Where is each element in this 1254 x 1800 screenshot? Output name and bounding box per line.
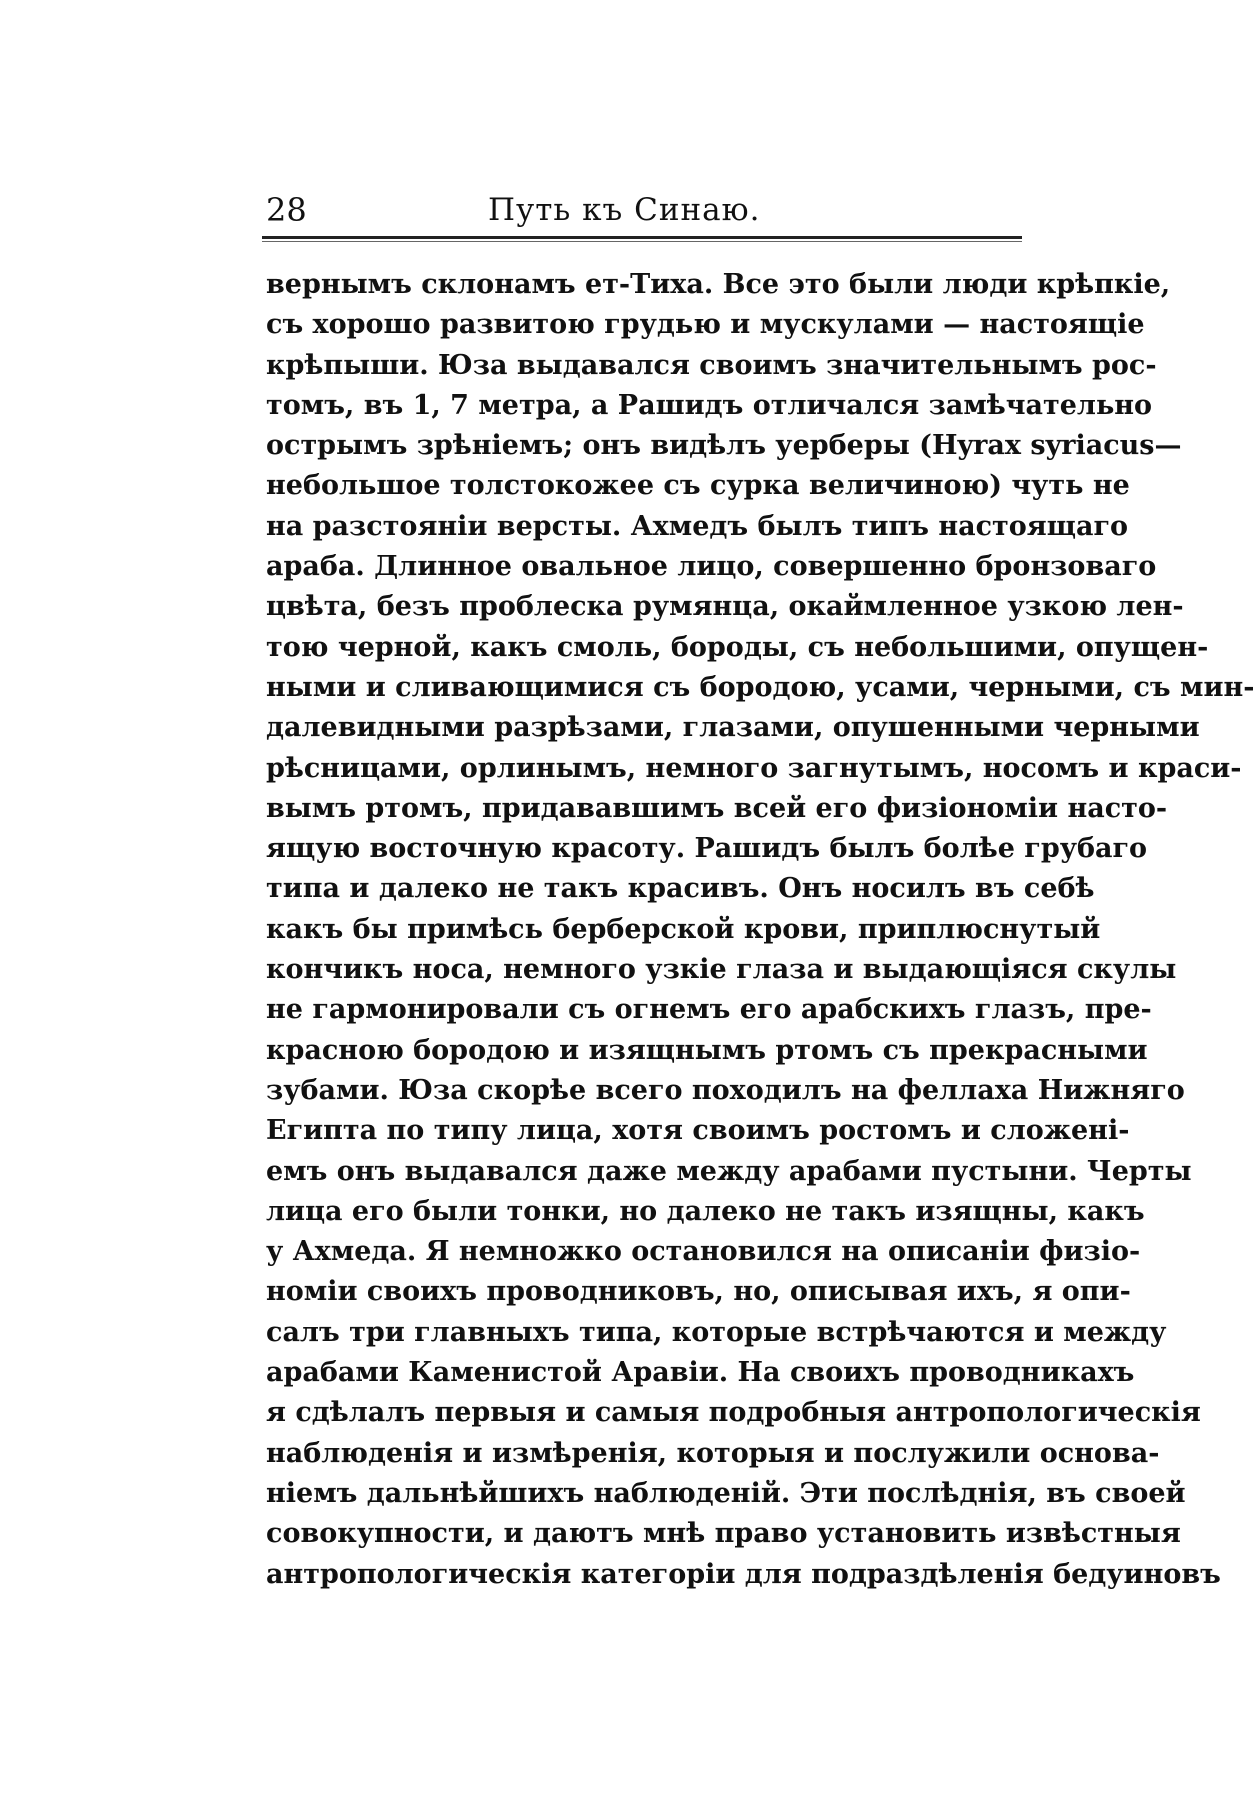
body-text <box>266 265 1254 1595</box>
text-line: ящую восточную красоту. Рашидъ былъ болѣе грубаго <box>266 833 1148 865</box>
text-line: острымъ зрѣніемъ; онъ видѣлъ уерберы (Hyrax syriacus— <box>266 430 1182 462</box>
text-line: Египта по типу лица, хотя своимъ ростомъ и сложені- <box>266 1115 1130 1147</box>
header-rule <box>262 236 1022 239</box>
text-line: лица его были тонки, но далеко не такъ изящны, какъ <box>266 1195 1145 1227</box>
page-number: 28 <box>266 191 307 229</box>
text-line: совокупности, и даютъ мнѣ право установить извѣстныя <box>266 1518 1181 1550</box>
text-line: араба. Длинное овальное лицо, совершенно бронзоваго <box>266 551 1157 583</box>
text-line: типа и далеко не такъ красивъ. Онъ носилъ въ себѣ <box>266 873 1095 905</box>
text-line: кончикъ носа, немного узкіе глаза и выдающіяся скулы <box>266 954 1177 986</box>
text-line: съ хорошо развитою грудью и мускулами — настоящіе <box>266 309 1145 341</box>
text-line: не гармонировали съ огнемъ его арабскихъ глазъ, пре- <box>266 994 1152 1026</box>
text-line: какъ бы примѣсь берберской крови, приплюснутый <box>266 913 1101 945</box>
text-line: красною бородою и изящнымъ ртомъ съ прекрасными <box>266 1034 1148 1066</box>
text-line: томъ, въ 1, 7 метра, а Рашидъ отличался замѣчательно <box>266 389 1153 421</box>
text-line: на разстояніи версты. Ахмедъ былъ типъ настоящаго <box>266 510 1129 542</box>
text-line: арабами Каменистой Аравіи. На своихъ проводникахъ <box>266 1357 1135 1389</box>
text-line: у Ахмеда. Я немножко остановился на описаніи физіо- <box>266 1236 1141 1268</box>
text-line: небольшое толстокожее съ сурка величиною) чуть не <box>266 470 1130 502</box>
text-line: ніемъ дальнѣйшихъ наблюденій. Эти послѣднія, въ своей <box>266 1477 1186 1509</box>
text-line: вымъ ртомъ, придававшимъ всей его физіономіи насто- <box>266 792 1168 824</box>
text-line: далевидными разрѣзами, глазами, опушенными черными <box>266 712 1200 744</box>
text-line: крѣпыши. Юза выдавался своимъ значительнымъ рос- <box>266 349 1157 381</box>
text-line: цвѣта, безъ проблеска румянца, окаймленное узкою лен- <box>266 591 1184 623</box>
text-line: салъ три главныхъ типа, которые встрѣчаются и между <box>266 1316 1167 1348</box>
text-line: антропологическія категоріи для подраздѣленія бедуиновъ <box>266 1558 1221 1590</box>
text-line: я сдѣлалъ первыя и самыя подробныя антропологическія <box>266 1397 1201 1429</box>
text-line: номіи своихъ проводниковъ, но, описывая ихъ, я опи- <box>266 1276 1131 1308</box>
text-line: ными и сливающимися съ бородою, усами, черными, съ мин- <box>266 671 1254 703</box>
text-line: вернымъ склонамъ ет-Тиха. Все это были люди крѣпкіе, <box>266 269 1171 300</box>
text-line: емъ онъ выдавался даже между арабами пустыни. Черты <box>266 1155 1192 1187</box>
text-line: зубами. Юза скорѣе всего походилъ на феллаха Нижняго <box>266 1074 1185 1106</box>
header-rule-thin <box>262 241 1022 242</box>
running-title: Путь къ Синаю. <box>488 192 761 228</box>
text-line: рѣсницами, орлинымъ, немного загнутымъ, носомъ и краси- <box>266 752 1242 784</box>
page-header <box>266 190 1020 234</box>
text-line: наблюденія и измѣренія, которыя и послужили основа- <box>266 1437 1160 1469</box>
text-line: тою черной, какъ смоль, бороды, съ небольшими, опущен- <box>266 631 1209 663</box>
